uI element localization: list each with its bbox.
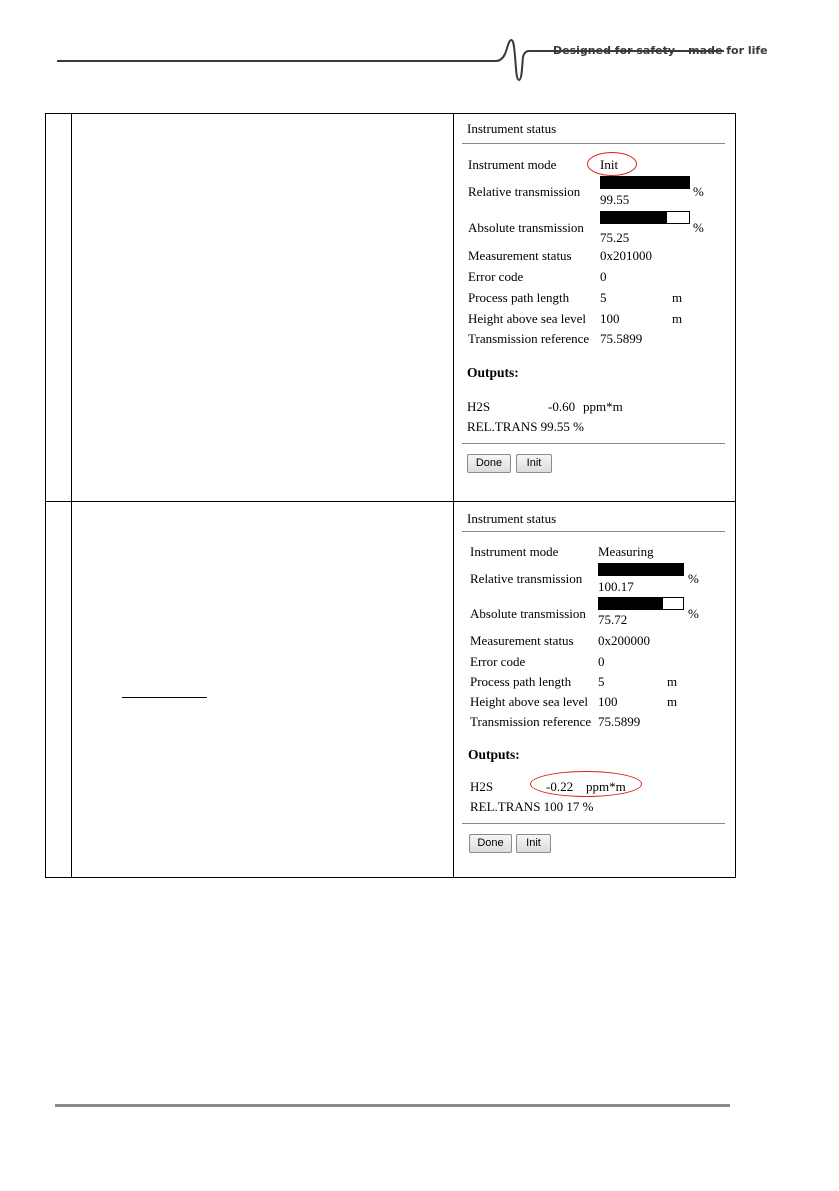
instrument-mode-label: Instrument mode <box>468 157 557 172</box>
rel-trans-output: REL.TRANS 100 17 % <box>470 799 594 814</box>
process-path-length-value: 5 <box>600 290 607 305</box>
column-divider <box>453 502 454 877</box>
buttons-rule <box>462 823 725 824</box>
process-path-length-unit: m <box>667 674 678 689</box>
relative-transmission-bar <box>598 563 684 576</box>
instrument-mode-value: Init <box>600 157 619 172</box>
relative-transmission-unit: % <box>693 184 704 199</box>
done-button[interactable]: Done <box>467 454 511 473</box>
underline-mark <box>122 697 207 698</box>
h2s-output-unit: ppm*m <box>583 399 623 414</box>
transmission-reference-value: 75.5899 <box>600 331 643 346</box>
h2s-output-name: H2S <box>470 779 494 794</box>
highlight-circle <box>587 152 637 176</box>
panel-title: Instrument status <box>467 121 557 136</box>
header-tagline: Designed for safety – made for life <box>553 44 768 57</box>
init-button[interactable]: Init <box>516 454 552 473</box>
relative-transmission-bar <box>600 176 690 189</box>
instrument-mode-label: Instrument mode <box>470 544 559 559</box>
h2s-output-value: -0.60 <box>548 399 576 414</box>
absolute-transmission-value: 75.25 <box>600 230 630 245</box>
footer-rule <box>55 1104 730 1107</box>
measurement-status-label: Measurement status <box>468 248 572 263</box>
done-button[interactable]: Done <box>469 834 512 853</box>
relative-transmission-label: Relative transmission <box>470 571 583 586</box>
process-path-length-label: Process path length <box>470 674 572 689</box>
row-number-cell <box>46 114 72 501</box>
absolute-transmission-bar-fill <box>599 598 663 609</box>
process-path-length-value: 5 <box>598 674 605 689</box>
h2s-output-value: -0.22 <box>546 779 574 794</box>
absolute-transmission-label: Absolute transmission <box>468 220 584 235</box>
relative-transmission-bar-fill <box>601 177 689 188</box>
absolute-transmission-value: 75.72 <box>598 612 628 627</box>
absolute-transmission-bar <box>598 597 684 610</box>
init-button[interactable]: Init <box>516 834 551 853</box>
h2s-output-name: H2S <box>467 399 491 414</box>
rel-trans-output: REL.TRANS 99.55 % <box>467 419 584 434</box>
relative-transmission-bar-fill <box>599 564 683 575</box>
row-number-cell <box>46 502 72 877</box>
process-path-length-unit: m <box>672 290 683 305</box>
transmission-reference-label: Transmission reference <box>470 714 592 729</box>
column-divider <box>453 114 454 501</box>
height-above-sea-level-unit: m <box>672 311 683 326</box>
measurement-status-value: 0x201000 <box>600 248 652 263</box>
absolute-transmission-label: Absolute transmission <box>470 606 586 621</box>
highlight-circle <box>530 771 642 797</box>
error-code-label: Error code <box>470 654 526 669</box>
absolute-transmission-bar-fill <box>601 212 667 223</box>
h2s-output-unit: ppm*m <box>586 779 626 794</box>
relative-transmission-value: 99.55 <box>600 192 630 207</box>
title-rule <box>462 143 725 144</box>
height-above-sea-level-label: Height above sea level <box>468 311 587 326</box>
error-code-value: 0 <box>598 654 605 669</box>
outputs-heading: Outputs: <box>468 747 520 762</box>
measurement-status-value: 0x200000 <box>598 633 650 648</box>
transmission-reference-label: Transmission reference <box>468 331 590 346</box>
relative-transmission-value: 100.17 <box>598 579 634 594</box>
error-code-label: Error code <box>468 269 524 284</box>
measurement-status-label: Measurement status <box>470 633 574 648</box>
process-path-length-label: Process path length <box>468 290 570 305</box>
absolute-transmission-unit: % <box>688 606 699 621</box>
height-above-sea-level-value: 100 <box>598 694 618 709</box>
instrument-status-panel-measuring <box>455 503 727 875</box>
height-above-sea-level-unit: m <box>667 694 678 709</box>
panel-title: Instrument status <box>467 511 557 526</box>
height-above-sea-level-label: Height above sea level <box>470 694 589 709</box>
absolute-transmission-unit: % <box>693 220 704 235</box>
relative-transmission-label: Relative transmission <box>468 184 581 199</box>
buttons-rule <box>462 443 725 444</box>
error-code-value: 0 <box>600 269 607 284</box>
absolute-transmission-bar <box>600 211 690 224</box>
title-rule <box>462 531 725 532</box>
outputs-heading: Outputs: <box>467 365 519 380</box>
transmission-reference-value: 75.5899 <box>598 714 641 729</box>
instrument-mode-value: Measuring <box>598 544 654 559</box>
height-above-sea-level-value: 100 <box>600 311 620 326</box>
relative-transmission-unit: % <box>688 571 699 586</box>
instrument-status-panel-init <box>455 115 727 499</box>
